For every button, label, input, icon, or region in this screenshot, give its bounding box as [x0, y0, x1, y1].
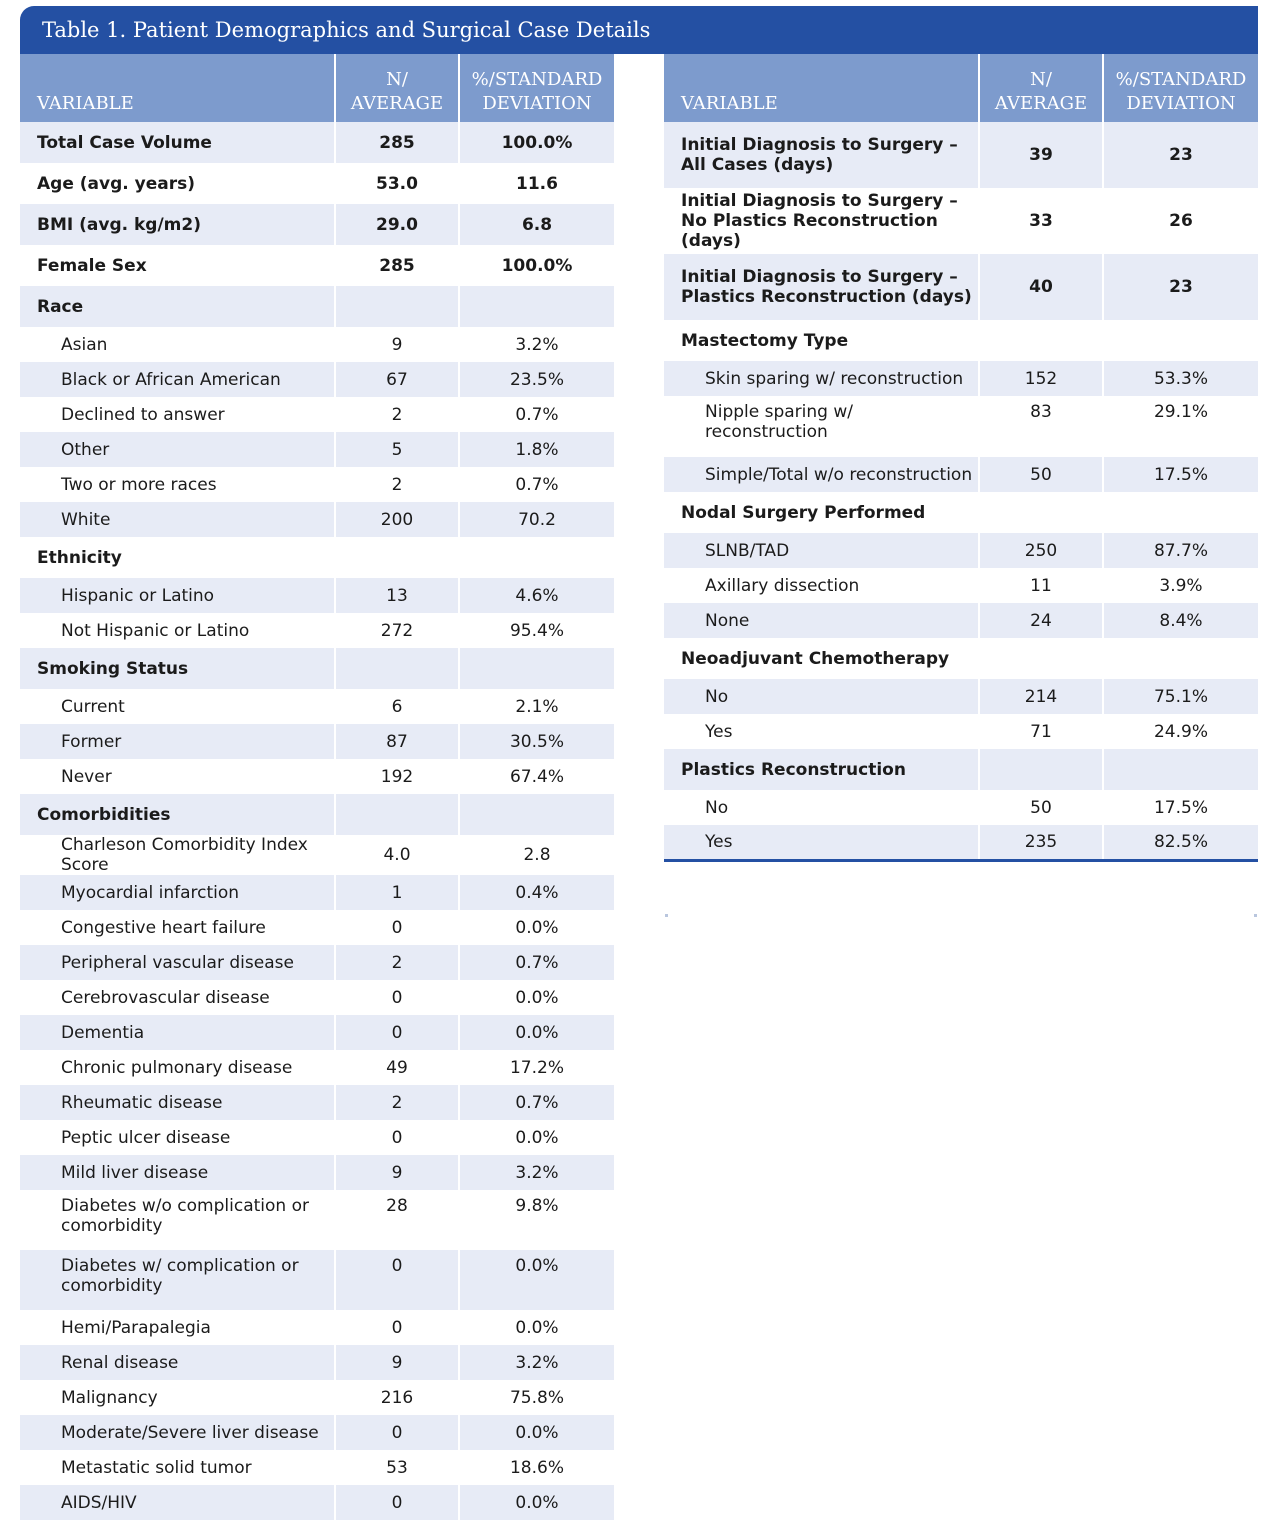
row-pct: 24.9% [1103, 714, 1258, 749]
table-row [664, 533, 1258, 568]
row-pct: 67.4% [459, 759, 614, 794]
table-row [20, 945, 614, 980]
header-pct-sd: %/STANDARD DEVIATION [1103, 54, 1258, 122]
row-label: Declined to answer [61, 404, 225, 425]
table-row [20, 122, 614, 163]
row-label: Diabetes w/ complication or comorbidity [20, 1250, 335, 1310]
row-n: 152 [979, 361, 1103, 396]
corner-mark [665, 914, 668, 917]
table-row [664, 603, 1258, 638]
row-n: 200 [335, 502, 459, 537]
row-label: Black or African American [20, 362, 335, 397]
row-n: 0 [335, 1485, 459, 1520]
row-n: 11 [979, 568, 1103, 603]
table-row [664, 825, 1258, 860]
row-label: Metastatic solid tumor [61, 1457, 252, 1478]
row-label: Nipple sparing w/ reconstruction [705, 402, 853, 442]
table-row [20, 910, 614, 945]
row-n: 87 [335, 724, 459, 759]
row-n: 192 [335, 759, 459, 794]
row-pct: 0.7% [459, 945, 614, 980]
table-row [664, 254, 1258, 320]
row-n: 214 [979, 679, 1103, 714]
table-row [20, 759, 614, 794]
row-pct: 29.1% [1103, 396, 1258, 457]
table-row [20, 1485, 614, 1520]
table-row [664, 457, 1258, 492]
table-row [20, 980, 614, 1015]
row-n: 28 [335, 1190, 459, 1250]
row-pct: 0.0% [459, 1015, 614, 1050]
row-pct: 0.0% [459, 1310, 614, 1345]
table-row [20, 1415, 614, 1450]
table-row [20, 1310, 614, 1345]
row-n: 4.0 [335, 835, 459, 875]
row-pct: 100.0% [459, 245, 614, 286]
row-pct: 3.2% [459, 1345, 614, 1380]
table-row [664, 122, 1258, 188]
table-row [20, 245, 614, 286]
row-pct: 0.0% [459, 1250, 614, 1310]
table-row [20, 362, 614, 397]
section-row [664, 638, 1258, 679]
row-label: Hispanic or Latino [20, 578, 335, 613]
section-label: Ethnicity [37, 547, 122, 568]
row-label: Chronic pulmonary disease [61, 1057, 293, 1078]
row-pct: 4.6% [459, 578, 614, 613]
row-pct: 23.5% [459, 362, 614, 397]
row-n: 285 [335, 245, 459, 286]
row-n: 1 [335, 875, 459, 910]
table-row [20, 1085, 614, 1120]
row-pct: 9.8% [459, 1190, 614, 1250]
row-n: 9 [335, 1155, 459, 1190]
row-n: 272 [335, 613, 459, 648]
table-row [20, 1250, 614, 1310]
row-pct: 0.7% [459, 1085, 614, 1120]
section-label: Neoadjuvant Chemotherapy [681, 648, 950, 669]
table-row [20, 1155, 614, 1190]
header-row [20, 54, 614, 122]
row-n: 250 [979, 533, 1103, 568]
row-label: AIDS/HIV [20, 1485, 335, 1520]
table-row [20, 467, 614, 502]
table-row [20, 835, 614, 875]
row-pct: 23 [1103, 122, 1258, 188]
table-row [20, 613, 614, 648]
row-label: Initial Diagnosis to Surgery – All Cases (days) [664, 122, 979, 188]
row-n: 285 [335, 122, 459, 163]
header-pct-sd: %/STANDARD DEVIATION [459, 54, 614, 122]
row-label: BMI (avg. kg/m2) [20, 204, 335, 245]
section-row [664, 320, 1258, 361]
row-pct: 0.0% [459, 1485, 614, 1520]
row-n: 0 [335, 910, 459, 945]
row-n: 2 [335, 945, 459, 980]
row-label: White [20, 502, 335, 537]
header-n-average: N/ AVERAGE [335, 54, 459, 122]
row-n: 33 [979, 188, 1103, 254]
row-label: Total Case Volume [20, 122, 335, 163]
row-pct: 17.5% [1103, 457, 1258, 492]
row-label: Simple/Total w/o reconstruction [664, 457, 979, 492]
header-n-average: N/ AVERAGE [979, 54, 1103, 122]
row-label: Congestive heart failure [61, 917, 266, 938]
table-row [20, 689, 614, 724]
row-n: 216 [335, 1380, 459, 1415]
section-row [20, 648, 614, 689]
table-row [20, 1345, 614, 1380]
table-row [20, 204, 614, 245]
row-pct: 3.2% [459, 327, 614, 362]
row-n: 50 [979, 457, 1103, 492]
section-row [664, 749, 1258, 790]
row-n: 67 [335, 362, 459, 397]
row-n: 2 [335, 397, 459, 432]
table-row [20, 1050, 614, 1085]
row-label: SLNB/TAD [664, 533, 979, 568]
row-n: 9 [335, 1345, 459, 1380]
table-row [664, 679, 1258, 714]
row-label: Never [61, 766, 112, 787]
table-row [20, 502, 614, 537]
table-row [20, 1120, 614, 1155]
table-row [20, 327, 614, 362]
table-row [20, 163, 614, 204]
table-title: Table 1. Patient Demographics and Surgical Case Details [20, 6, 1258, 54]
row-label: Other [20, 432, 335, 467]
row-label: No [664, 679, 979, 714]
section-label: Mastectomy Type [681, 330, 849, 351]
row-label: Current [61, 696, 125, 717]
row-label: Axillary dissection [705, 575, 860, 596]
table-row [20, 875, 614, 910]
table-row [664, 714, 1258, 749]
row-label: Two or more races [61, 474, 217, 495]
row-label: No [705, 797, 729, 818]
row-label: Age (avg. years) [37, 173, 195, 194]
row-pct: 0.0% [459, 1120, 614, 1155]
row-pct: 3.9% [1103, 568, 1258, 603]
row-n: 39 [979, 122, 1103, 188]
section-label: Smoking Status [20, 648, 335, 689]
section-label: Comorbidities [20, 794, 335, 835]
row-label: Mild liver disease [20, 1155, 335, 1190]
row-n: 0 [335, 1015, 459, 1050]
section-row [20, 286, 614, 327]
row-pct: 8.4% [1103, 603, 1258, 638]
row-pct: 100.0% [459, 122, 614, 163]
row-pct: 17.2% [459, 1050, 614, 1085]
row-pct: 2.8 [459, 835, 614, 875]
row-label: Yes [705, 721, 733, 742]
row-pct: 0.0% [459, 980, 614, 1015]
row-label: Peripheral vascular disease [20, 945, 335, 980]
row-pct: 1.8% [459, 432, 614, 467]
section-row [20, 794, 614, 835]
row-label: Malignancy [61, 1387, 158, 1408]
row-label: Renal disease [20, 1345, 335, 1380]
row-n: 83 [979, 396, 1103, 457]
row-pct: 23 [1103, 254, 1258, 320]
corner-mark [1254, 914, 1257, 917]
row-n: 24 [979, 603, 1103, 638]
row-n: 13 [335, 578, 459, 613]
row-pct: 75.8% [459, 1380, 614, 1415]
table-row [664, 790, 1258, 825]
section-label: Plastics Reconstruction [664, 749, 979, 790]
row-pct: 87.7% [1103, 533, 1258, 568]
row-label: Myocardial infarction [20, 875, 335, 910]
row-n: 50 [979, 790, 1103, 825]
table-row [664, 568, 1258, 603]
row-n: 49 [335, 1050, 459, 1085]
row-label: Hemi/Parapalegia [61, 1317, 211, 1338]
row-pct: 53.3% [1103, 361, 1258, 396]
row-n: 0 [335, 1415, 459, 1450]
row-pct: 17.5% [1103, 790, 1258, 825]
row-pct: 2.1% [459, 689, 614, 724]
left-table [20, 54, 614, 1520]
table-row [20, 432, 614, 467]
row-label: Skin sparing w/ reconstruction [664, 361, 979, 396]
row-label: Cerebrovascular disease [61, 987, 270, 1008]
row-n: 2 [335, 1085, 459, 1120]
row-pct: 95.4% [459, 613, 614, 648]
section-label: Nodal Surgery Performed [681, 502, 926, 523]
row-label: Rheumatic disease [20, 1085, 335, 1120]
table-row [20, 397, 614, 432]
row-label: Moderate/Severe liver disease [20, 1415, 335, 1450]
row-label: Peptic ulcer disease [61, 1127, 231, 1148]
row-n: 0 [335, 1120, 459, 1155]
row-pct: 3.2% [459, 1155, 614, 1190]
table-row [20, 1015, 614, 1050]
row-label: Dementia [20, 1015, 335, 1050]
section-row [664, 492, 1258, 533]
row-n: 71 [979, 714, 1103, 749]
table-row [20, 1450, 614, 1485]
header-variable: VARIABLE [664, 54, 979, 122]
section-label: Race [20, 286, 335, 327]
row-n: 0 [335, 1250, 459, 1310]
row-pct: 0.0% [459, 1415, 614, 1450]
row-label: Female Sex [37, 255, 147, 276]
row-pct: 18.6% [459, 1450, 614, 1485]
row-n: 9 [335, 327, 459, 362]
table-row [20, 1190, 614, 1250]
row-n: 5 [335, 432, 459, 467]
header-variable: VARIABLE [20, 54, 335, 122]
row-n: 40 [979, 254, 1103, 320]
row-label: None [664, 603, 979, 638]
row-n: 29.0 [335, 204, 459, 245]
row-n: 2 [335, 467, 459, 502]
row-label: Initial Diagnosis to Surgery – No Plastics Reconstruction (days) [681, 191, 958, 251]
row-pct: 0.7% [459, 397, 614, 432]
row-n: 235 [979, 825, 1103, 860]
row-label: Yes [664, 825, 979, 860]
header-row [664, 54, 1258, 122]
row-pct: 0.7% [459, 467, 614, 502]
table-row [20, 1380, 614, 1415]
table-row [664, 361, 1258, 396]
row-pct: 70.2 [459, 502, 614, 537]
table-row [664, 396, 1258, 457]
row-label: Initial Diagnosis to Surgery – Plastics Reconstruction (days) [664, 254, 979, 320]
row-pct: 82.5% [1103, 825, 1258, 860]
section-row [20, 537, 614, 578]
table-row [20, 578, 614, 613]
row-n: 53 [335, 1450, 459, 1485]
row-label: Asian [61, 334, 108, 355]
right-table [664, 54, 1258, 862]
row-n: 0 [335, 1310, 459, 1345]
row-pct: 30.5% [459, 724, 614, 759]
row-pct: 26 [1103, 188, 1258, 254]
row-pct: 0.4% [459, 875, 614, 910]
row-n: 6 [335, 689, 459, 724]
row-pct: 0.0% [459, 910, 614, 945]
table-row [664, 188, 1258, 254]
row-n: 53.0 [335, 163, 459, 204]
row-pct: 6.8 [459, 204, 614, 245]
row-label: Not Hispanic or Latino [61, 620, 250, 641]
table-row [20, 724, 614, 759]
row-n: 0 [335, 980, 459, 1015]
row-label: Charleson Comorbidity Index Score [61, 835, 308, 875]
row-pct: 75.1% [1103, 679, 1258, 714]
row-pct: 11.6 [459, 163, 614, 204]
row-label: Former [20, 724, 335, 759]
row-label: Diabetes w/o complication or comorbidity [61, 1196, 309, 1236]
